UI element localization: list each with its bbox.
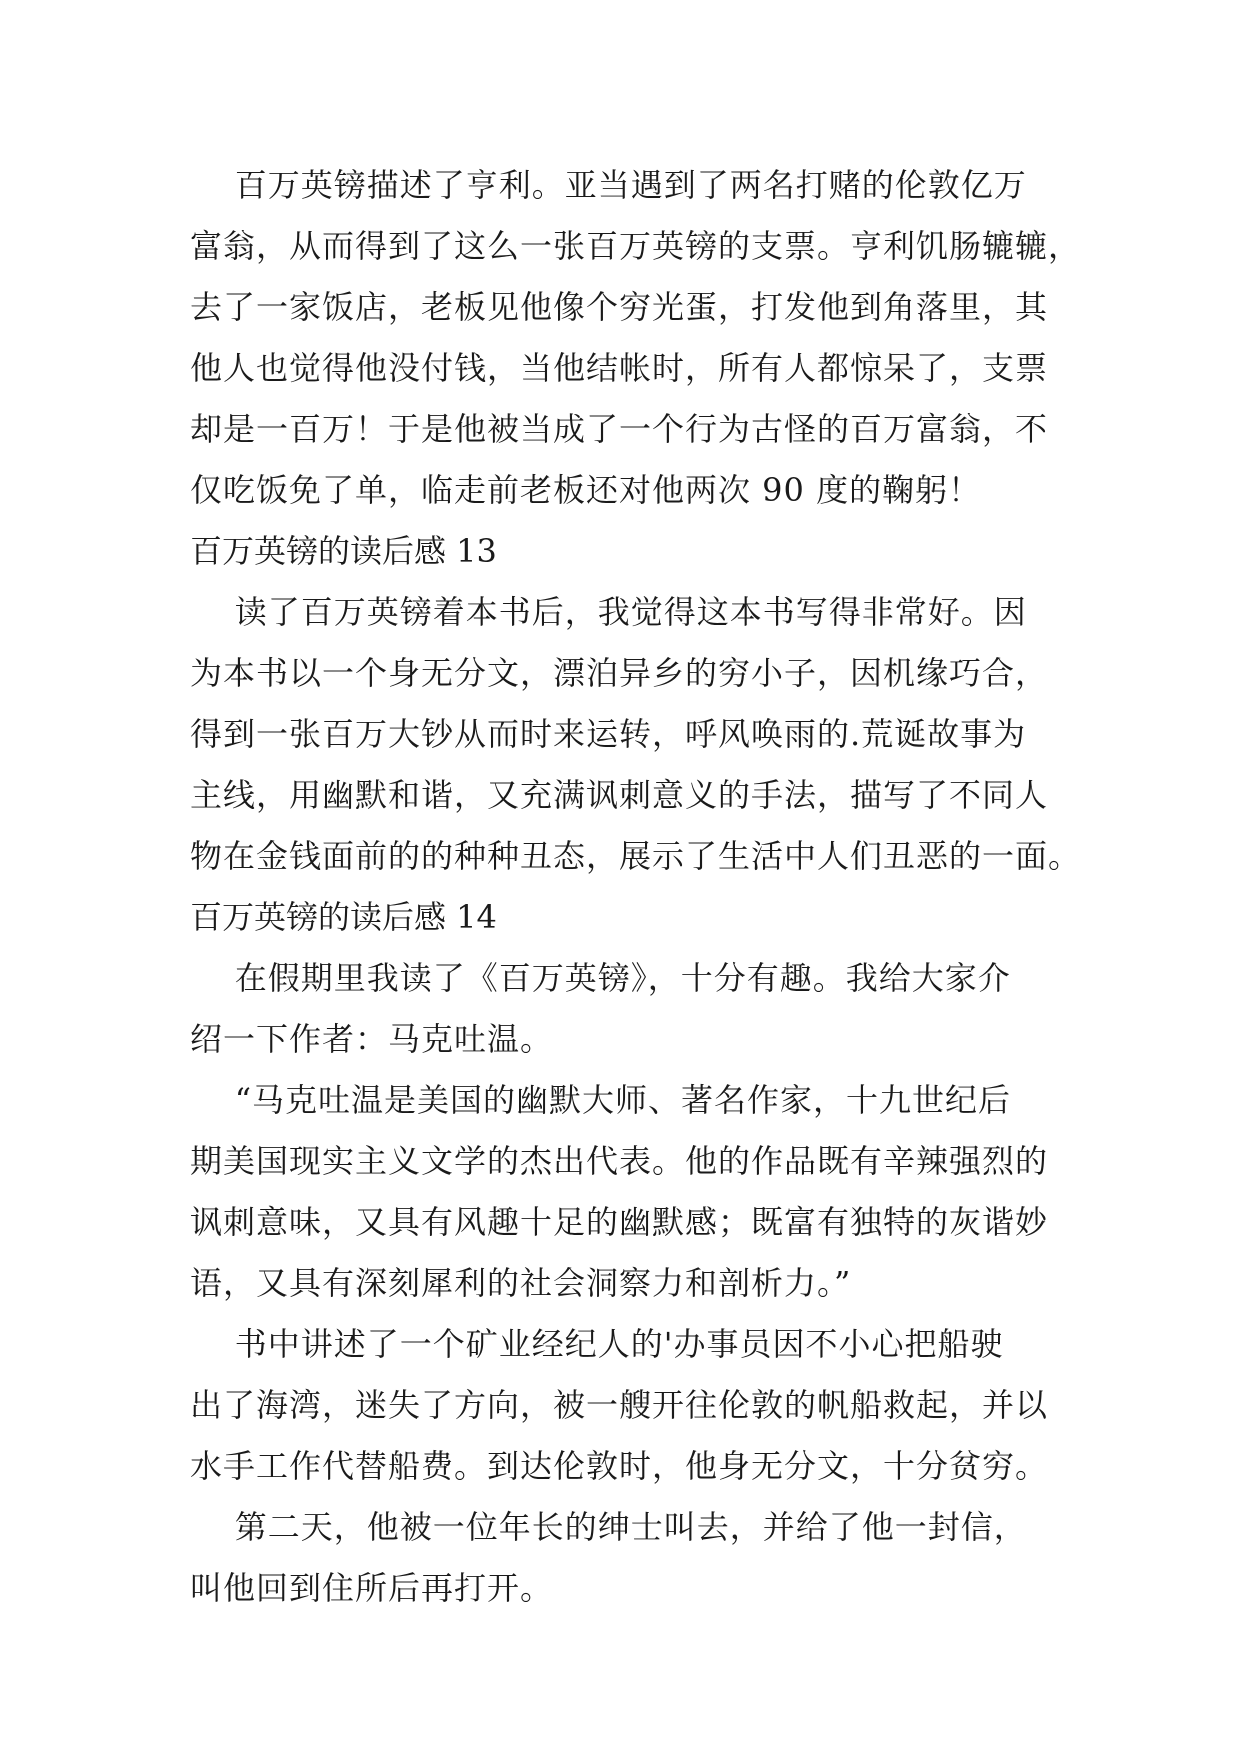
paragraph-line: 读了百万英镑着本书后，我觉得这本书写得非常好。因: [190, 593, 1027, 631]
paragraph-line: 语，又具有深刻犀利的社会洞察力和剖析力。”: [190, 1264, 852, 1302]
section-heading: 百万英镑的读后感 13: [190, 532, 497, 570]
paragraph-line: 主线，用幽默和谐，又充满讽刺意义的手法，描写了不同人: [190, 776, 1049, 814]
paragraph-line: 绍一下作者：马克吐温。: [190, 1020, 554, 1058]
paragraph-line: 书中讲述了一个矿业经纪人的'办事员因不小心把船驶: [190, 1325, 1004, 1363]
paragraph-line: 叫他回到住所后再打开。: [190, 1569, 554, 1607]
paragraph-line: 他人也觉得他没付钱，当他结帐时，所有人都惊呆了，支票: [190, 349, 1049, 387]
paragraph-line: “马克吐温是美国的幽默大师、著名作家，十九世纪后: [190, 1081, 1012, 1119]
paragraph-line: 在假期里我读了《百万英镑》，十分有趣。我给大家介: [190, 959, 1011, 997]
paragraph-line: 水手工作代替船费。到达伦敦时，他身无分文，十分贫穷。: [190, 1447, 1049, 1485]
paragraph-line: 物在金钱面前的的种种丑态，展示了生活中人们丑恶的一面。: [190, 837, 1082, 875]
paragraph-line: 得到一张百万大钞从而时来运转，呼风唤雨的.荒诞故事为: [190, 715, 1027, 753]
paragraph-line: 期美国现实主义文学的杰出代表。他的作品既有辛辣强烈的: [190, 1142, 1049, 1180]
paragraph-line: 讽刺意味，又具有风趣十足的幽默感；既富有独特的灰谐妙: [190, 1203, 1049, 1241]
paragraph-line: 去了一家饭店，老板见他像个穷光蛋，打发他到角落里，其: [190, 288, 1049, 326]
paragraph-line: 出了海湾，迷失了方向，被一艘开往伦敦的帆船救起，并以: [190, 1386, 1049, 1424]
paragraph-line: 富翁，从而得到了这么一张百万英镑的支票。亨利饥肠辘辘，: [190, 227, 1082, 265]
paragraph-line: 第二天，他被一位年长的绅士叫去，并给了他一封信，: [190, 1508, 1027, 1546]
paragraph-line: 仅吃饭免了单，临走前老板还对他两次 90 度的鞠躬！: [190, 471, 982, 509]
section-heading: 百万英镑的读后感 14: [190, 898, 497, 936]
paragraph-line: 却是一百万！于是他被当成了一个行为古怪的百万富翁，不: [190, 410, 1049, 448]
paragraph-line: 为本书以一个身无分文，漂泊异乡的穷小子，因机缘巧合，: [190, 654, 1049, 692]
paragraph-line: 百万英镑描述了亨利。亚当遇到了两名打赌的伦敦亿万: [190, 166, 1027, 204]
document-page: [190, 155, 1082, 1619]
